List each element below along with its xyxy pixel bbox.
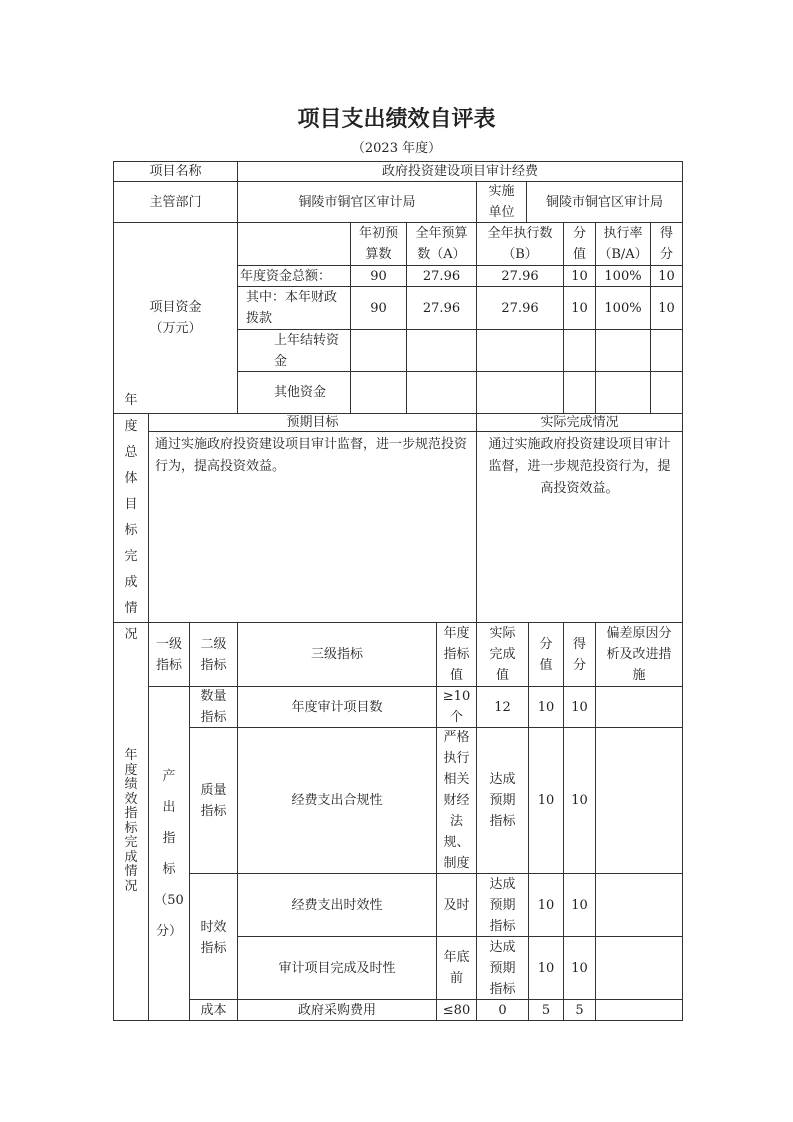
level3-indicator: 经费支出合规性 (237, 727, 437, 874)
score: 10 (563, 727, 596, 874)
level2-indicator: 时效指标 (189, 873, 238, 1000)
fund-row-label: 年度资金总额： (237, 265, 351, 287)
deviation-note (595, 727, 683, 874)
funds-header: 全年预算数（A） (406, 222, 477, 266)
score-value: 10 (528, 686, 564, 728)
target-value: 严格执行相关财经法规、制度 (436, 727, 477, 874)
ind-header: 三级指标 (237, 622, 437, 687)
fund-cell (476, 371, 564, 414)
fund-cell: 10 (650, 265, 683, 287)
level1-line: 分） (155, 923, 182, 939)
fund-cell (406, 371, 477, 414)
fund-cell (350, 329, 407, 372)
goals-label: 年度总体目标完成情况 (113, 413, 149, 623)
actual-goal-text: 通过实施政府投资建设项目审计监督，进一步规范投资行为，提高投资效益。 (476, 431, 683, 623)
fund-row-label: 上年结转资金 (237, 329, 351, 372)
actual-value: 12 (476, 686, 529, 728)
indicators-label: 年度绩效指标完成情况 (113, 622, 149, 1021)
target-value: 年底前 (436, 936, 477, 1000)
score: 10 (563, 686, 596, 728)
fund-cell: 10 (563, 265, 596, 287)
impl-value: 铜陵市铜官区审计局 (526, 181, 683, 223)
expected-header: 预期目标 (148, 413, 477, 432)
ind-header: 实际完成值 (476, 622, 529, 687)
fund-cell: 10 (563, 286, 596, 330)
project-name-label: 项目名称 (113, 161, 238, 182)
score-value: 10 (528, 727, 564, 874)
ind-header: 二级指标 (189, 622, 238, 687)
level1-line: 指 (162, 830, 176, 846)
level3-indicator: 政府采购费用 (237, 999, 437, 1021)
fund-cell: 27.96 (406, 286, 477, 330)
fund-cell: 10 (650, 286, 683, 330)
dept-value: 铜陵市铜官区审计局 (237, 181, 477, 223)
fund-cell: 90 (350, 286, 407, 330)
score-value: 10 (528, 936, 564, 1000)
score-value: 10 (528, 873, 564, 937)
fund-cell: 100% (595, 286, 651, 330)
fund-cell: 27.96 (476, 265, 564, 287)
ind-header: 偏差原因分析及改进措施 (595, 622, 683, 687)
ind-header: 一级指标 (148, 622, 190, 687)
target-value: ≥10个 (436, 686, 477, 728)
fund-cell (563, 329, 596, 372)
level3-indicator: 年度审计项目数 (237, 686, 437, 728)
score: 5 (563, 999, 596, 1021)
level3-indicator: 审计项目完成及时性 (237, 936, 437, 1000)
level1-line: 标 (162, 861, 176, 877)
page-title: 项目支出绩效自评表 (297, 107, 496, 132)
ind-header: 年度指标值 (436, 622, 477, 687)
expected-goal-text: 通过实施政府投资建设项目审计监督，进一步规范投资行为，提高投资效益。 (148, 431, 477, 623)
dept-label: 主管部门 (113, 181, 238, 223)
funds-header: 年初预算数 (350, 222, 407, 266)
ind-header: 分值 (528, 622, 564, 687)
actual-value: 达成预期指标 (476, 873, 529, 937)
fund-cell (595, 371, 651, 414)
fund-row-label: 其他资金 (237, 371, 351, 414)
fund-cell (350, 371, 407, 414)
fund-cell (476, 329, 564, 372)
fund-cell (650, 371, 683, 414)
deviation-note (595, 686, 683, 728)
deviation-note (595, 999, 683, 1021)
funds-header: 执行率（B/A） (595, 222, 651, 266)
fund-cell: 100% (595, 265, 651, 287)
funds-header-blank (237, 222, 351, 266)
fund-cell (650, 329, 683, 372)
ind-header: 得分 (563, 622, 596, 687)
funds-header: 全年执行数（B） (476, 222, 564, 266)
level1-output-indicator (148, 686, 190, 1021)
deviation-note (595, 936, 683, 1000)
deviation-note (595, 873, 683, 937)
target-value: ≤80 (436, 999, 477, 1021)
impl-label: 实施单位 (476, 181, 527, 223)
level1-line: 产 (162, 768, 176, 784)
fund-row-label: 其中：本年财政拨款 (237, 286, 351, 330)
fund-cell (563, 371, 596, 414)
level2-indicator: 数量指标 (189, 686, 238, 728)
fund-cell (406, 329, 477, 372)
actual-value: 0 (476, 999, 529, 1021)
level2-indicator: 成本 (189, 999, 238, 1021)
level2-indicator: 质量指标 (189, 727, 238, 874)
fund-cell: 90 (350, 265, 407, 287)
funds-label: 项目资金（万元） (113, 222, 238, 414)
actual-header: 实际完成情况 (476, 413, 683, 432)
score: 10 (563, 873, 596, 937)
funds-header: 分值 (563, 222, 596, 266)
level1-line: （50 (154, 892, 184, 908)
score-value: 5 (528, 999, 564, 1021)
level3-indicator: 经费支出时效性 (237, 873, 437, 937)
actual-value: 达成预期指标 (476, 936, 529, 1000)
score: 10 (563, 936, 596, 1000)
actual-value: 达成预期指标 (476, 727, 529, 874)
fund-cell: 27.96 (406, 265, 477, 287)
project-name-value: 政府投资建设项目审计经费 (237, 161, 683, 182)
page-subtitle: （2023 年度） (351, 141, 442, 156)
fund-cell: 27.96 (476, 286, 564, 330)
target-value: 及时 (436, 873, 477, 937)
funds-header: 得分 (650, 222, 683, 266)
fund-cell (595, 329, 651, 372)
level1-line: 出 (162, 799, 176, 815)
